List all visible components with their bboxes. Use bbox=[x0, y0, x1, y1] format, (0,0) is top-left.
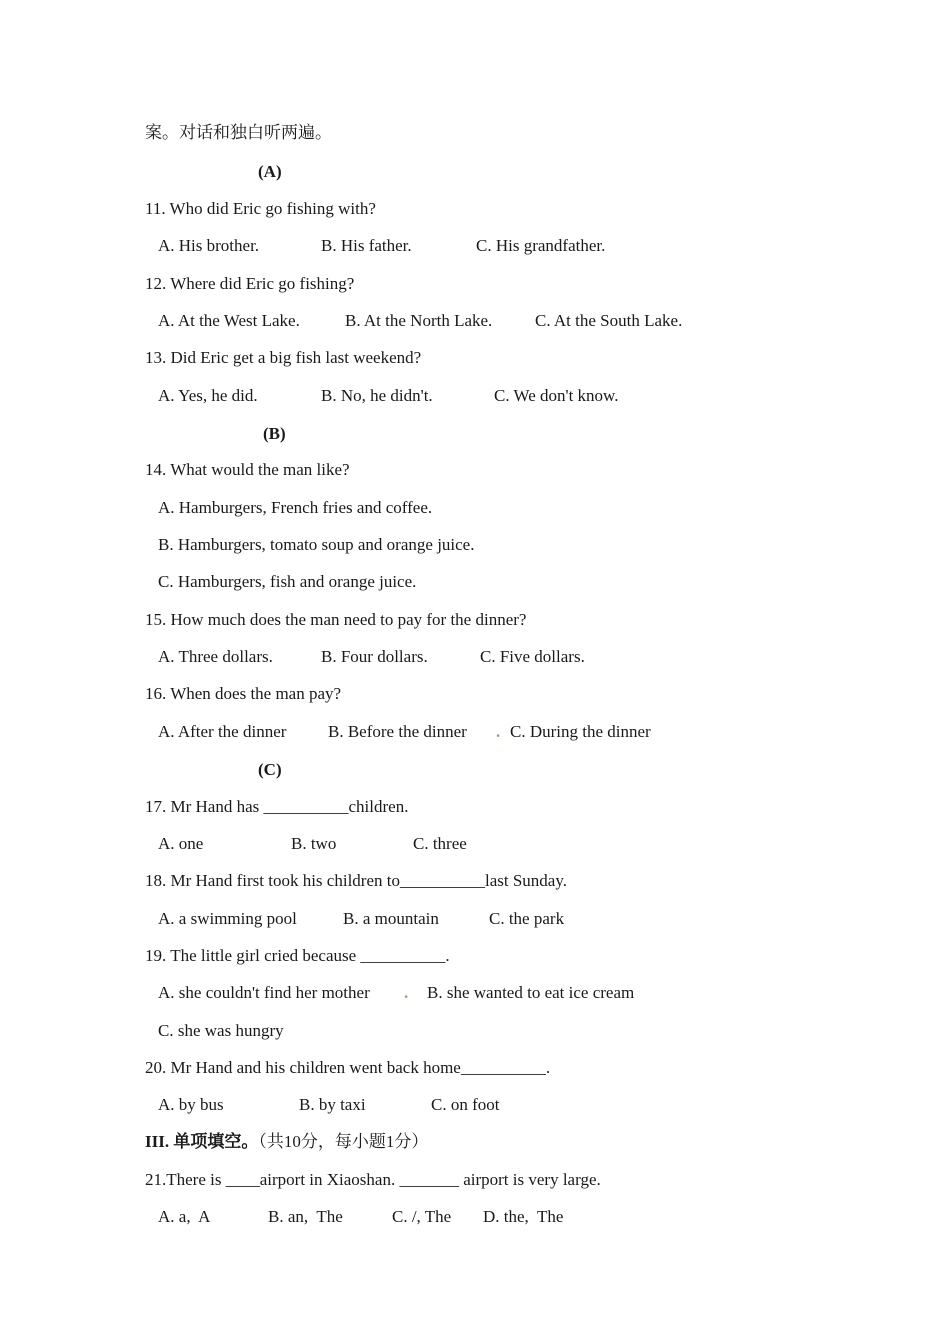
part-c-label: (C) bbox=[258, 760, 282, 779]
q17-option-a: A. one bbox=[158, 834, 204, 853]
q18-option-c: C. the park bbox=[489, 909, 565, 928]
q12-option-a: A. At the West Lake. bbox=[158, 311, 300, 330]
question-12: 12. Where did Eric go fishing? bbox=[145, 274, 355, 293]
q14-option-b: B. Hamburgers, tomato soup and orange juice. bbox=[158, 535, 475, 554]
q17-option-b: B. two bbox=[291, 834, 337, 853]
q21-option-a: A. a, A bbox=[158, 1207, 211, 1226]
q13-option-b: B. No, he didn't. bbox=[321, 386, 433, 405]
question-11: 11. Who did Eric go fishing with? bbox=[145, 199, 376, 218]
question-16: 16. When does the man pay? bbox=[145, 684, 342, 703]
q21-option-c: C. /, The bbox=[392, 1207, 452, 1226]
q15-option-c: C. Five dollars. bbox=[480, 647, 585, 666]
q19-option-a: A. she couldn't find her mother bbox=[158, 983, 370, 1002]
question-20: 20. Mr Hand and his children went back home__________. bbox=[145, 1058, 551, 1077]
q20-option-a: A. by bus bbox=[158, 1095, 224, 1114]
question-14: 14. What would the man like? bbox=[145, 460, 350, 479]
question-19: 19. The little girl cried because __________. bbox=[145, 946, 450, 965]
intro-tail: 案。对话和独白听两遍。 bbox=[145, 123, 332, 142]
question-15: 15. How much does the man need to pay for the dinner? bbox=[145, 610, 527, 629]
question-17: 17. Mr Hand has __________children. bbox=[145, 797, 409, 816]
q18-option-a: A. a swimming pool bbox=[158, 909, 297, 928]
q14-option-c: C. Hamburgers, fish and orange juice. bbox=[158, 572, 417, 591]
question-13: 13. Did Eric get a big fish last weekend? bbox=[145, 348, 422, 367]
q14-option-a: A. Hamburgers, French fries and coffee. bbox=[158, 498, 433, 517]
part-a-label: (A) bbox=[258, 162, 282, 181]
question-18: 18. Mr Hand first took his children to__________last Sunday. bbox=[145, 871, 567, 890]
q12-option-c: C. At the South Lake. bbox=[535, 311, 683, 330]
q13-option-c: C. We don't know. bbox=[494, 386, 619, 405]
q15-option-b: B. Four dollars. bbox=[321, 647, 428, 666]
q11-option-c: C. His grandfather. bbox=[476, 236, 606, 255]
q16-option-a: A. After the dinner bbox=[158, 722, 287, 741]
q17-option-c: C. three bbox=[413, 834, 467, 853]
q16-option-b: B. Before the dinner bbox=[328, 722, 467, 741]
question-21: 21.There is ____airport in Xiaoshan. _______ airport is very large. bbox=[145, 1170, 601, 1189]
q18-option-b: B. a mountain bbox=[343, 909, 439, 928]
q12-option-b: B. At the North Lake. bbox=[345, 311, 493, 330]
section-3-heading: III. 单项填空。 bbox=[145, 1132, 259, 1151]
q15-option-a: A. Three dollars. bbox=[158, 647, 273, 666]
q11-option-b: B. His father. bbox=[321, 236, 412, 255]
q13-option-a: A. Yes, he did. bbox=[158, 386, 258, 405]
q19-option-b: B. she wanted to eat ice cream bbox=[427, 983, 635, 1002]
q21-option-b: B. an, The bbox=[268, 1207, 343, 1226]
q20-option-c: C. on foot bbox=[431, 1095, 500, 1114]
stray-dot-mark: . bbox=[496, 722, 501, 741]
q19-option-c: C. she was hungry bbox=[158, 1021, 284, 1040]
q21-option-d: D. the, The bbox=[483, 1207, 564, 1226]
part-b-label: (B) bbox=[263, 424, 286, 443]
section-3-note: （共10分，每小题1分） bbox=[258, 1132, 429, 1151]
stray-dot-mark-2: . bbox=[404, 983, 409, 1002]
q20-option-b: B. by taxi bbox=[299, 1095, 366, 1114]
q11-option-a: A. His brother. bbox=[158, 236, 260, 255]
q16-option-c: C. During the dinner bbox=[510, 722, 651, 741]
section-3-heading-row bbox=[145, 1131, 428, 1153]
